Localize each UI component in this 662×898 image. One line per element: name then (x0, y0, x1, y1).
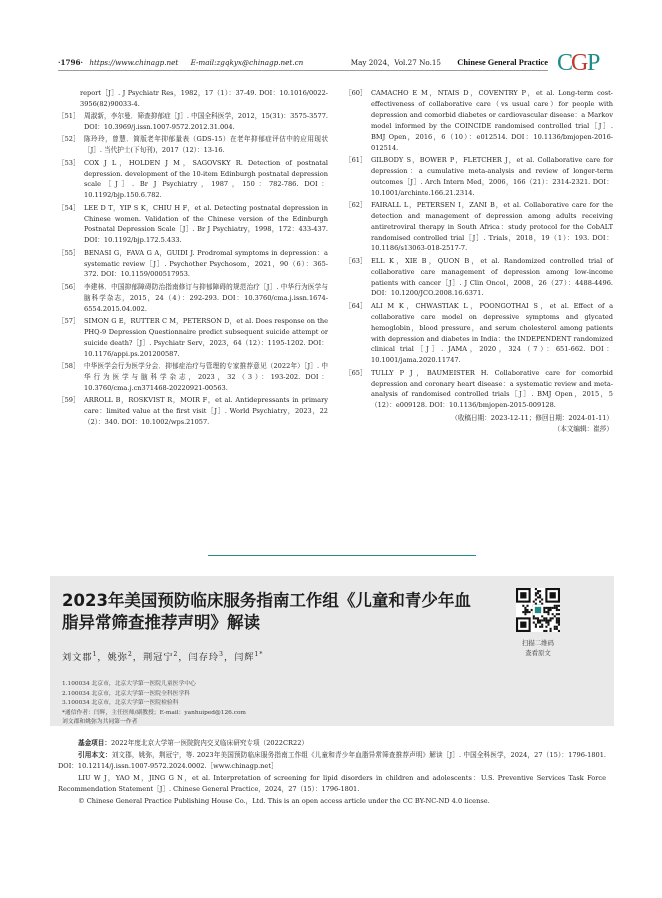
author (62, 652, 97, 663)
svg-text:G: G (571, 50, 589, 74)
reference-item (345, 200, 613, 255)
reference-number: ［60］ (345, 89, 367, 97)
journal-name: Chinese General Practice (457, 58, 548, 67)
reference-item (345, 155, 613, 199)
reference-item (58, 134, 328, 156)
page-header (58, 52, 606, 72)
header-left (58, 58, 313, 67)
svg-text:P: P (587, 50, 601, 74)
affiliation-line: 3.100034 北京市，北京大学第一医院检验科 (62, 700, 179, 707)
reference-text: 周淑新，李尔曼．筛查抑郁症［J］. 中国全科医学，2012，15(31)：3575-3577. DOI：10.3969/j.issn.1007-9572.2012.31.004. (84, 112, 328, 132)
author (189, 652, 224, 663)
journal-email[interactable]: E-mail:zgqkyx@chinagp.net.cn (190, 58, 304, 67)
reference-number: ［65］ (345, 368, 367, 377)
svg-text:C: C (557, 50, 574, 74)
affiliation-line: 2.100034 北京市，北京大学第一医院全科医学科 (62, 690, 191, 697)
affiliation-line: 1.100034 北京市，北京大学第一医院儿童医学中心 (62, 681, 196, 687)
author-affiliation-mark: 1 (92, 650, 98, 658)
affiliation-line: 刘文郡和姚弥为共同第一作者 (62, 719, 138, 726)
affiliations (62, 680, 246, 728)
reference-item (58, 111, 328, 133)
reference-number: ［54］ (58, 203, 80, 212)
qr-caption-line1: 扫描二维码 (522, 639, 554, 647)
received-dates: （收稿日期：2023-12-11；修回日期：2024-01-11） (451, 413, 613, 422)
reference-number: ［62］ (345, 200, 367, 209)
issue-info: May 2024，Vol.27 No.15 (350, 58, 441, 67)
reference-text: FAIRALL L，PETERSEN I，ZANI B，et al. Collaborative care for the detection and management of depression among adults receiving antiretroviral therapy in South Africa：study protocol for the CobALT randomised controlled trial［J］. Trials，2018，19（1）：193. DOI：10.1186/s13063-018-2517-7. (371, 200, 613, 253)
reference-text: 中华医学会行为医学分会．抑郁症治疗与管理的专家推荐意见（2022年）［J］. 中华行为医学与脑科学杂志，2023，32（3）：193-202. DOI：10.3760/cma.j.cn371468-20220921-00563. (84, 361, 328, 392)
reference-number: ［64］ (345, 301, 367, 310)
author-name: 刘文郡 (62, 652, 93, 663)
reference-item (58, 282, 328, 315)
reference-text: TULLY P J，BAUMEISTER H. Collaborative care for comorbid depression and coronary heart disease：a systematic review and meta-analysis of randomised controlled trials［J］. BMJ Open，2015，5（12）：e009128. DOI：10.1136/bmjopen-2015-009128. (371, 368, 613, 410)
reference-item (345, 88, 613, 153)
author-affiliation-mark: 2 (173, 650, 179, 658)
reference-text: report［J］. J Psychiatr Res，1982，17（1）：37-49. DOI：10.1016/0022-3956(82)90033-4. (80, 89, 328, 108)
reference-text: GILBODY S，BOWER P，FLETCHER J，et al. Collaborative care for depression：a cumulative meta-analysis and review of longer-term outcomes［J］. Arch Intern Med，2006，166（21）：2314-2321. DOI：10.1001/archinte.166.21.2314. (371, 155, 613, 197)
editor-note: （本文编辑：崔莎） (553, 424, 613, 433)
article-header-box (50, 576, 614, 726)
reference-item (58, 88, 328, 110)
reference-text: ELL K，XIE B，QUON B，et al. Randomized controlled trial of collaborative care management of depression among low-income patients with cancer［J］. J Clin Oncol，2008，26（27）：4488-4496. DOI：10.1200/JCO.2008.16.6371. (371, 256, 613, 298)
author-name: 闫存玲 (188, 652, 220, 663)
header-right (351, 58, 548, 68)
cite-label: 引用本文： (78, 750, 112, 759)
reference-text: 陈玲玲，曾慧．简版老年抑郁量表（GDS-15）在老年抑郁症评估中的应用现状［J］. 当代护士(下旬刊)，2017（12）：13-16. (84, 135, 328, 155)
page-number: ·1796· (58, 58, 84, 67)
qr-caption-line2: 查看原文 (525, 649, 551, 657)
qr-code-icon[interactable] (516, 588, 560, 632)
author-affiliation-mark: 2 (127, 650, 133, 658)
copyright: © Chinese General Practice Publishing House Co.，Ltd. This is an open access article under the CC BY-NC-ND 4.0 license. (78, 796, 490, 805)
cite-text: 刘文郡，姚弥，荆冠宁，等. 2023年美国预防临床服务指南工作组《儿童和青少年血脂异常筛查推荐声明》解读［J］. 中国全科医学，2024，27（15）：1796-1801. DOI：10.12114/j.issn.1007-9572.2024.0002.［www.chinagp.net］ (58, 750, 607, 771)
author-name: 荆冠宁 (142, 652, 174, 663)
reference-item (58, 316, 328, 360)
reference-item (58, 203, 328, 247)
cite-english: LIU W J，YAO M，JING G N，et al. Interpretation of screening for lipid disorders in children and adolescents：U.S. Preventive Services Task Force Recommendation Statement［J］. Chinese General Practice，2024，27（15）：1796-1801. (58, 773, 606, 794)
reference-item (345, 368, 613, 412)
reference-text: ARROLL B，ROSKVIST R，MOIR F，et al. Antidepressants in primary care：limited value at the first visit［J］. World Psychiatry，2023，22（2）：340. DOI：10.1002/wps.21057. (84, 395, 328, 426)
journal-url[interactable]: https://www.chinagp.net (89, 58, 179, 67)
author-name: 姚弥 (107, 652, 128, 663)
reference-number: ［59］ (58, 395, 80, 404)
article-info (58, 738, 606, 808)
reference-text: LEE D T，YIP S K，CHIU H F，et al. Detecting postnatal depression in Chinese women. Validation of the Chinese version of the Edinburgh Postnatal Depression Scale［J］. Br J Psychiatry，1998，172：433-437. DOI：10.1192/bjp.172.5.433. (84, 203, 328, 245)
reference-number: ［53］ (58, 158, 80, 167)
article-title: 2023年美国预防临床服务指南工作组《儿童和青少年血脂异常筛查推荐声明》解读 (62, 591, 471, 632)
reference-number: ［58］ (58, 361, 80, 370)
cite-line (58, 750, 606, 773)
reference-text: 李建林．中国抑郁障碍防治指南修订与抑郁障碍的规范治疗［J］. 中华行为医学与脑科学杂志，2015，24（4）：292-293. DOI：10.3760/cma.j.issn.1674-6554.2015.04.002. (84, 282, 328, 313)
reference-text: CAMACHO E M，NTAIS D，COVENTRY P，et al. Long-term cost-effectiveness of collaborative care（vs usual care）for people with depression and comorbid diabetes or cardiovascular disease：a Markov model informed by the COINCIDE randomised controlled trial［J］. BMJ Open，2016，6（10）：e012514. DOI：10.1136/bmjopen-2016-012514. (371, 89, 613, 152)
fund-label: 基金项目： (78, 739, 111, 747)
affiliation-line: *通信作者：闫辉，主任医师/副教授；E-mail：yanhuiped@126.com (62, 709, 246, 716)
author-affiliation-mark: 1* (254, 650, 264, 658)
author-name: 闫辉 (234, 652, 255, 663)
reference-number: ［57］ (58, 316, 80, 325)
references-left-column (58, 88, 328, 429)
fund-line (58, 738, 606, 750)
author (143, 652, 178, 663)
author-affiliation-mark: 3 (219, 650, 224, 658)
reference-text: BENASI G，FAVA G A，GUIDI J. Prodromal symptoms in depression：a systematic review［J］. Psychother Psychosom，2021，90（6）：365-372. DOI：10.1159/000517953. (84, 248, 328, 279)
fund-text: 2022年度北京大学第一医院院内交叉临床研究专项（2022CR22） (110, 739, 308, 747)
reference-number: ［63］ (345, 256, 367, 265)
cgp-logo-icon (556, 48, 606, 74)
reference-text: ALI M K，CHWASTIAK L，POONGOTHAI S，et al. Effect of a collaborative care model on depressive symptoms and glycated hemoglobin，blood pressure，and serum cholesterol among patients with depression and diabetes in India：the INDEPENDENT randomized clinical trial［J］. JAMA，2020，324（7）：651-662. DOI：10.1001/jama.2020.11747. (371, 301, 613, 365)
references-right-column (345, 88, 613, 435)
author (234, 652, 263, 663)
reference-item (345, 301, 613, 366)
reference-item (58, 248, 328, 281)
reference-number: ［51］ (58, 112, 80, 121)
reference-item (58, 395, 328, 428)
section-divider (208, 555, 476, 556)
author-list: 刘文郡$^1$，姚弥$^2$，荆冠宁$^2$，闫存玲$^3$，闫辉$^{1*}$ (62, 650, 264, 663)
qr-caption (505, 638, 571, 658)
reference-number: ［55］ (58, 248, 80, 257)
reference-number: ［56］ (58, 282, 80, 291)
reference-number: ［52］ (58, 135, 80, 144)
reference-text: SIMON G E，RUTTER C M，PETERSON D，et al. Does response on the PHQ-9 Depression Questionnaire predict subsequent suicide attempt or suicide death?［J］. Psychiatr Serv，2023，64（12）：1195-1202. DOI：10.1176/appi.ps.201200587. (84, 316, 328, 358)
reference-item (58, 361, 328, 394)
reference-number: ［61］ (345, 155, 367, 164)
reference-item (58, 158, 328, 202)
header-rule (58, 70, 548, 71)
reference-item (345, 256, 613, 300)
reference-text: COX J L，HOLDEN J M，SAGOVSKY R. Detection of postnatal depression. development of the 10-item Edinburgh postnatal depression scale［J］. Br J Psychiatry，1987，150：782-786. DOI：10.1192/bjp.150.6.782. (84, 158, 328, 200)
author (108, 652, 133, 663)
